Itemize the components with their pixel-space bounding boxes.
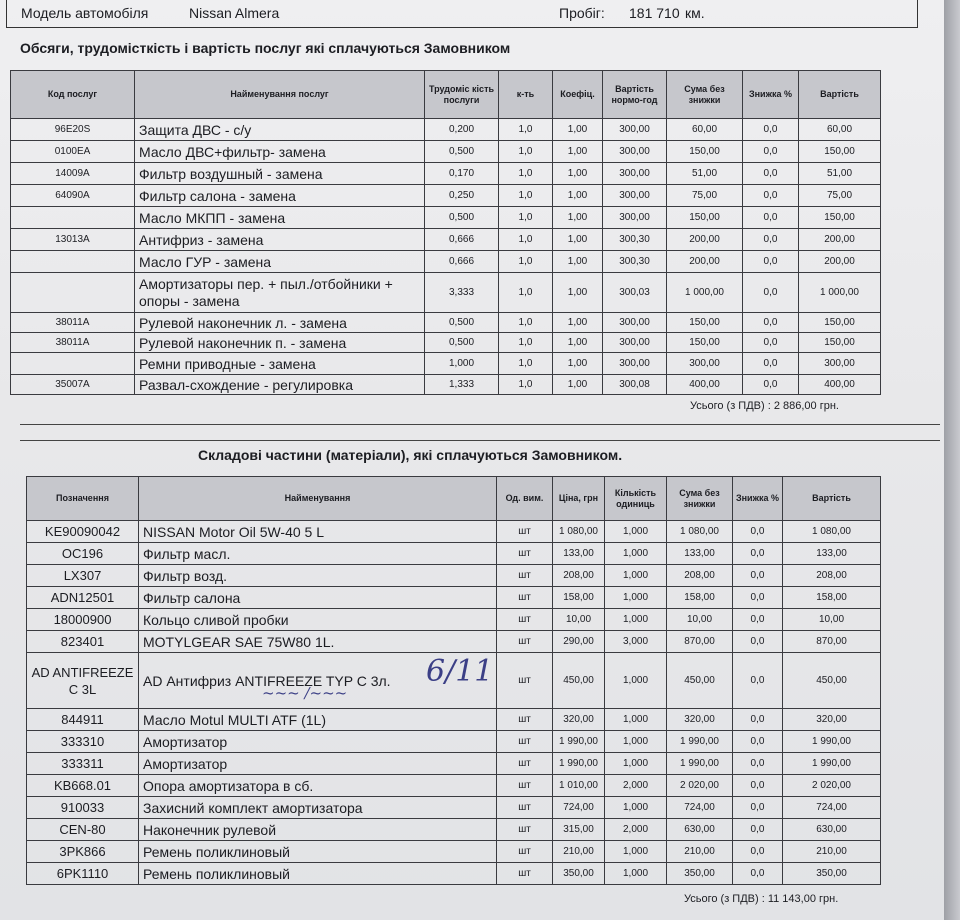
col-header-qty: к-ть xyxy=(499,71,553,119)
service-name-cell: Масло ДВС+фильтр- замена xyxy=(135,141,425,163)
part-value-cell: 1 990,00 xyxy=(667,731,733,753)
service-value-cell: 1,0 xyxy=(499,273,553,313)
part-name-cell: Кольцо сливой пробки xyxy=(139,609,497,631)
service-value-cell: 0,0 xyxy=(743,207,799,229)
part-value-cell: 10,00 xyxy=(783,609,881,631)
part-value-cell: 158,00 xyxy=(783,587,881,609)
col-header-service-name: Найменування послуг xyxy=(135,71,425,119)
service-value-cell: 0,500 xyxy=(425,141,499,163)
part-value-cell: 1,000 xyxy=(605,565,667,587)
service-value-cell: 1,0 xyxy=(499,251,553,273)
part-value-cell: 10,00 xyxy=(553,609,605,631)
col-header-part-number: Позначення xyxy=(27,477,139,521)
service-value-cell: 1,0 xyxy=(499,163,553,185)
service-value-cell: 200,00 xyxy=(667,251,743,273)
service-code-cell: 96E20S xyxy=(11,119,135,141)
services-total: Усього (з ПДВ) : 2 886,00 грн. xyxy=(690,400,839,412)
service-value-cell: 0,250 xyxy=(425,185,499,207)
part-row xyxy=(27,841,881,863)
part-name-cell: Фильтр салона xyxy=(139,587,497,609)
service-value-cell: 150,00 xyxy=(667,141,743,163)
divider-line xyxy=(20,424,940,425)
part-value-cell: 1 990,00 xyxy=(667,753,733,775)
part-value-cell: 0,0 xyxy=(733,587,783,609)
part-value-cell: 210,00 xyxy=(553,841,605,863)
part-name-cell: Фильтр масл. xyxy=(139,543,497,565)
service-value-cell: 0,500 xyxy=(425,333,499,353)
service-value-cell: 300,30 xyxy=(603,251,667,273)
service-value-cell: 75,00 xyxy=(667,185,743,207)
part-value-cell: 1,000 xyxy=(605,609,667,631)
service-name-cell: Рулевой наконечник л. - замена xyxy=(135,313,425,333)
part-value-cell: 0,0 xyxy=(733,863,783,885)
part-code-cell: ADN12501 xyxy=(27,587,139,609)
col-header-quantity: Кількість одиниць xyxy=(605,477,667,521)
service-code-cell: 64090A xyxy=(11,185,135,207)
service-value-cell: 150,00 xyxy=(667,313,743,333)
part-value-cell: 1,000 xyxy=(605,841,667,863)
handwritten-annotation-mark: 6/11 xyxy=(426,654,494,689)
service-value-cell: 1,00 xyxy=(553,353,603,375)
part-value-cell: 0,0 xyxy=(733,521,783,543)
service-value-cell: 300,00 xyxy=(603,333,667,353)
service-value-cell: 400,00 xyxy=(667,375,743,395)
service-name-cell: Фильтр воздушный - замена xyxy=(135,163,425,185)
services-table-body xyxy=(11,119,881,395)
service-code-cell xyxy=(11,273,135,313)
part-value-cell: 208,00 xyxy=(783,565,881,587)
parts-table-body xyxy=(27,521,881,885)
service-row xyxy=(11,163,881,185)
service-value-cell: 300,03 xyxy=(603,273,667,313)
service-value-cell: 300,00 xyxy=(603,185,667,207)
part-value-cell: 0,0 xyxy=(733,609,783,631)
part-value-cell: 1 010,00 xyxy=(553,775,605,797)
part-value-cell: 1 080,00 xyxy=(553,521,605,543)
col-header-labor: Трудоміс кість послуги xyxy=(425,71,499,119)
part-name-cell: Масло Motul MULTI ATF (1L) xyxy=(139,709,497,731)
service-row xyxy=(11,313,881,333)
part-code-cell: LX307 xyxy=(27,565,139,587)
service-code-cell xyxy=(11,353,135,375)
service-value-cell: 1,00 xyxy=(553,207,603,229)
col-header-cost: Вартість xyxy=(783,477,881,521)
part-value-cell: 1,000 xyxy=(605,521,667,543)
part-value-cell: 158,00 xyxy=(667,587,733,609)
vehicle-info-box xyxy=(6,0,918,28)
part-value-cell: 320,00 xyxy=(553,709,605,731)
service-value-cell: 1,333 xyxy=(425,375,499,395)
service-value-cell: 1,0 xyxy=(499,119,553,141)
part-value-cell: шт xyxy=(497,543,553,565)
service-name-cell: Масло ГУР - замена xyxy=(135,251,425,273)
part-value-cell: 133,00 xyxy=(667,543,733,565)
part-value-cell: 133,00 xyxy=(783,543,881,565)
service-value-cell: 1,00 xyxy=(553,251,603,273)
part-value-cell: 320,00 xyxy=(783,709,881,731)
services-table xyxy=(10,70,881,395)
col-header-unit: Од. вим. xyxy=(497,477,553,521)
mileage-unit: км. xyxy=(685,5,705,21)
service-name-cell: Амортизаторы пер. + пыл./отбойники + опоры - замена xyxy=(135,273,425,313)
service-code-cell: 0100EA xyxy=(11,141,135,163)
service-value-cell: 300,08 xyxy=(603,375,667,395)
service-value-cell: 1,0 xyxy=(499,353,553,375)
part-value-cell: шт xyxy=(497,841,553,863)
divider-line xyxy=(20,440,940,441)
col-header-sum: Сума без знижки xyxy=(667,71,743,119)
part-value-cell: 630,00 xyxy=(667,819,733,841)
part-name-cell: Фильтр возд. xyxy=(139,565,497,587)
part-value-cell: 10,00 xyxy=(667,609,733,631)
service-value-cell: 1,0 xyxy=(499,375,553,395)
service-row xyxy=(11,273,881,313)
part-value-cell: 290,00 xyxy=(553,631,605,653)
services-title: Обсяги, трудомісткість і вартість послуг які сплачуються Замовником xyxy=(20,40,511,56)
service-value-cell: 150,00 xyxy=(799,313,881,333)
service-value-cell: 60,00 xyxy=(799,119,881,141)
part-name-cell: AD Антифриз ANTIFREEZE TYP C 3л. xyxy=(139,653,497,709)
part-code-cell: 844911 xyxy=(27,709,139,731)
service-value-cell: 300,00 xyxy=(603,207,667,229)
service-value-cell: 0,0 xyxy=(743,353,799,375)
service-value-cell: 1,00 xyxy=(553,375,603,395)
part-row xyxy=(27,709,881,731)
service-value-cell: 400,00 xyxy=(799,375,881,395)
service-value-cell: 0,0 xyxy=(743,333,799,353)
col-header-hour-rate: Вартість нормо-год xyxy=(603,71,667,119)
service-value-cell: 1,0 xyxy=(499,229,553,251)
service-value-cell: 0,0 xyxy=(743,273,799,313)
part-code-cell: KB668.01 xyxy=(27,775,139,797)
part-value-cell: шт xyxy=(497,521,553,543)
col-header-code: Код послуг xyxy=(11,71,135,119)
service-value-cell: 75,00 xyxy=(799,185,881,207)
part-value-cell: 870,00 xyxy=(667,631,733,653)
service-row xyxy=(11,119,881,141)
part-code-cell: KE90090042 xyxy=(27,521,139,543)
service-value-cell: 0,0 xyxy=(743,163,799,185)
service-row xyxy=(11,353,881,375)
service-name-cell: Ремни приводные - замена xyxy=(135,353,425,375)
part-value-cell: 724,00 xyxy=(783,797,881,819)
service-value-cell: 300,00 xyxy=(603,119,667,141)
part-value-cell: 2,000 xyxy=(605,775,667,797)
col-header-price: Ціна, грн xyxy=(553,477,605,521)
service-value-cell: 0,0 xyxy=(743,141,799,163)
part-code-cell: 333311 xyxy=(27,753,139,775)
service-value-cell: 150,00 xyxy=(799,333,881,353)
part-value-cell: шт xyxy=(497,731,553,753)
part-value-cell: 208,00 xyxy=(553,565,605,587)
part-value-cell: 450,00 xyxy=(553,653,605,709)
part-value-cell: шт xyxy=(497,863,553,885)
service-value-cell: 1 000,00 xyxy=(799,273,881,313)
service-value-cell: 200,00 xyxy=(667,229,743,251)
part-value-cell: 0,0 xyxy=(733,841,783,863)
model-label: Модель автомобіля xyxy=(21,5,149,21)
parts-title: Складові частини (матеріали), які сплачуються Замовником. xyxy=(198,447,623,463)
part-name-cell: Наконечник рулевой xyxy=(139,819,497,841)
service-name-cell: Защита ДВС - с/у xyxy=(135,119,425,141)
service-code-cell: 35007A xyxy=(11,375,135,395)
service-value-cell: 150,00 xyxy=(799,141,881,163)
service-code-cell: 14009A xyxy=(11,163,135,185)
part-row xyxy=(27,863,881,885)
service-value-cell: 150,00 xyxy=(667,207,743,229)
service-value-cell: 300,30 xyxy=(603,229,667,251)
part-value-cell: 0,0 xyxy=(733,709,783,731)
service-value-cell: 1,00 xyxy=(553,333,603,353)
part-value-cell: 1,000 xyxy=(605,653,667,709)
service-code-cell xyxy=(11,207,135,229)
part-value-cell: шт xyxy=(497,819,553,841)
model-value: Nissan Almera xyxy=(189,5,280,21)
col-header-coef: Коефіц. xyxy=(553,71,603,119)
part-value-cell: шт xyxy=(497,775,553,797)
service-code-cell xyxy=(11,251,135,273)
service-value-cell: 60,00 xyxy=(667,119,743,141)
part-value-cell: 350,00 xyxy=(667,863,733,885)
part-name-cell: NISSAN Motor Oil 5W-40 5 L xyxy=(139,521,497,543)
part-value-cell: 724,00 xyxy=(553,797,605,819)
col-header-cost: Вартість xyxy=(799,71,881,119)
part-code-cell: 333310 xyxy=(27,731,139,753)
part-value-cell: 0,0 xyxy=(733,653,783,709)
part-value-cell: шт xyxy=(497,797,553,819)
service-value-cell: 300,00 xyxy=(603,163,667,185)
part-value-cell: 0,0 xyxy=(733,631,783,653)
part-value-cell: 1,000 xyxy=(605,797,667,819)
service-name-cell: Рулевой наконечник п. - замена xyxy=(135,333,425,353)
part-value-cell: 320,00 xyxy=(667,709,733,731)
part-name-cell: Ремень поликлиновый xyxy=(139,841,497,863)
part-value-cell: 1,000 xyxy=(605,587,667,609)
service-value-cell: 1,00 xyxy=(553,313,603,333)
part-value-cell: 1,000 xyxy=(605,543,667,565)
part-code-cell: 6PK1110 xyxy=(27,863,139,885)
part-value-cell: шт xyxy=(497,709,553,731)
service-row xyxy=(11,251,881,273)
service-value-cell: 0,500 xyxy=(425,207,499,229)
part-value-cell: 0,0 xyxy=(733,543,783,565)
service-row xyxy=(11,185,881,207)
service-row xyxy=(11,375,881,395)
service-row xyxy=(11,141,881,163)
part-value-cell: 208,00 xyxy=(667,565,733,587)
service-value-cell: 1,00 xyxy=(553,119,603,141)
part-row xyxy=(27,543,881,565)
service-row xyxy=(11,229,881,251)
parts-total: Усього (з ПДВ) : 11 143,00 грн. xyxy=(684,893,839,905)
service-value-cell: 1,0 xyxy=(499,185,553,207)
part-value-cell: 1,000 xyxy=(605,731,667,753)
part-value-cell: 0,0 xyxy=(733,819,783,841)
part-row xyxy=(27,819,881,841)
service-value-cell: 0,666 xyxy=(425,251,499,273)
part-value-cell: шт xyxy=(497,609,553,631)
part-value-cell: 450,00 xyxy=(667,653,733,709)
service-value-cell: 0,500 xyxy=(425,313,499,333)
col-header-discount: Знижка % xyxy=(733,477,783,521)
part-value-cell: 0,0 xyxy=(733,775,783,797)
part-value-cell: 1 080,00 xyxy=(667,521,733,543)
service-value-cell: 1,00 xyxy=(553,185,603,207)
part-value-cell: 1 990,00 xyxy=(783,731,881,753)
part-value-cell: 2,000 xyxy=(605,819,667,841)
service-value-cell: 200,00 xyxy=(799,229,881,251)
service-row xyxy=(11,333,881,353)
service-value-cell: 0,666 xyxy=(425,229,499,251)
part-row xyxy=(27,797,881,819)
part-code-cell: 823401 xyxy=(27,631,139,653)
part-row xyxy=(27,565,881,587)
page-edge-shadow xyxy=(944,0,960,920)
part-value-cell: 0,0 xyxy=(733,731,783,753)
part-value-cell: 2 020,00 xyxy=(783,775,881,797)
part-name-cell: Амортизатор xyxy=(139,731,497,753)
service-value-cell: 51,00 xyxy=(799,163,881,185)
services-header-row xyxy=(11,71,881,119)
part-code-cell: OC196 xyxy=(27,543,139,565)
service-value-cell: 300,00 xyxy=(603,353,667,375)
service-value-cell: 300,00 xyxy=(667,353,743,375)
service-value-cell: 1,0 xyxy=(499,141,553,163)
part-name-cell: Амортизатор xyxy=(139,753,497,775)
part-value-cell: 1 990,00 xyxy=(783,753,881,775)
service-name-cell: Развал-схождение - регулировка xyxy=(135,375,425,395)
service-value-cell: 0,0 xyxy=(743,185,799,207)
part-value-cell: 1,000 xyxy=(605,863,667,885)
part-value-cell: 1 990,00 xyxy=(553,731,605,753)
part-row xyxy=(27,631,881,653)
service-value-cell: 150,00 xyxy=(667,333,743,353)
service-value-cell: 1,0 xyxy=(499,333,553,353)
service-name-cell: Масло МКПП - замена xyxy=(135,207,425,229)
part-row xyxy=(27,753,881,775)
service-row xyxy=(11,207,881,229)
service-value-cell: 3,333 xyxy=(425,273,499,313)
service-value-cell: 1,000 xyxy=(425,353,499,375)
part-code-cell: 3PK866 xyxy=(27,841,139,863)
part-row xyxy=(27,775,881,797)
service-value-cell: 0,200 xyxy=(425,119,499,141)
service-value-cell: 0,0 xyxy=(743,229,799,251)
service-value-cell: 0,0 xyxy=(743,251,799,273)
part-value-cell: 0,0 xyxy=(733,565,783,587)
part-value-cell: 350,00 xyxy=(783,863,881,885)
mileage-value: 181 710 xyxy=(629,5,680,21)
part-value-cell: шт xyxy=(497,565,553,587)
col-header-discount: Знижка % xyxy=(743,71,799,119)
part-value-cell: 630,00 xyxy=(783,819,881,841)
service-value-cell: 1,00 xyxy=(553,141,603,163)
part-value-cell: 1,000 xyxy=(605,709,667,731)
part-value-cell: 1,000 xyxy=(605,753,667,775)
part-value-cell: 1 990,00 xyxy=(553,753,605,775)
service-value-cell: 300,00 xyxy=(603,313,667,333)
handwritten-scribble: ~~~ /~~~ xyxy=(262,684,348,702)
service-value-cell: 1,0 xyxy=(499,207,553,229)
part-code-cell: 18000900 xyxy=(27,609,139,631)
service-value-cell: 1,00 xyxy=(553,163,603,185)
part-name-cell: Захисний комплект амортизатора xyxy=(139,797,497,819)
col-header-part-name: Найменування xyxy=(139,477,497,521)
service-value-cell: 1,00 xyxy=(553,229,603,251)
part-value-cell: 210,00 xyxy=(783,841,881,863)
part-value-cell: 2 020,00 xyxy=(667,775,733,797)
service-value-cell: 0,170 xyxy=(425,163,499,185)
part-row xyxy=(27,609,881,631)
service-value-cell: 51,00 xyxy=(667,163,743,185)
part-value-cell: 1 080,00 xyxy=(783,521,881,543)
mileage-label: Пробіг: xyxy=(559,5,605,21)
part-value-cell: шт xyxy=(497,753,553,775)
part-name-cell: MOTYLGEAR SAE 75W80 1L. xyxy=(139,631,497,653)
service-code-cell: 13013A xyxy=(11,229,135,251)
service-value-cell: 0,0 xyxy=(743,375,799,395)
service-value-cell: 1,0 xyxy=(499,313,553,333)
service-value-cell: 300,00 xyxy=(799,353,881,375)
service-code-cell: 38011A xyxy=(11,313,135,333)
parts-header-row xyxy=(27,477,881,521)
part-value-cell: 0,0 xyxy=(733,753,783,775)
part-row xyxy=(27,521,881,543)
part-name-cell: Ремень поликлиновый xyxy=(139,863,497,885)
part-value-cell: 450,00 xyxy=(783,653,881,709)
part-value-cell: 0,0 xyxy=(733,797,783,819)
part-value-cell: 724,00 xyxy=(667,797,733,819)
part-value-cell: 3,000 xyxy=(605,631,667,653)
part-code-cell: 910033 xyxy=(27,797,139,819)
service-name-cell: Фильтр салона - замена xyxy=(135,185,425,207)
col-header-sum: Сума без знижки xyxy=(667,477,733,521)
service-value-cell: 1 000,00 xyxy=(667,273,743,313)
part-value-cell: шт xyxy=(497,631,553,653)
part-value-cell: 350,00 xyxy=(553,863,605,885)
part-row xyxy=(27,587,881,609)
service-value-cell: 0,0 xyxy=(743,119,799,141)
service-code-cell: 38011A xyxy=(11,333,135,353)
service-value-cell: 200,00 xyxy=(799,251,881,273)
part-row xyxy=(27,731,881,753)
part-name-cell: Опора амортизатора в сб. xyxy=(139,775,497,797)
part-value-cell: шт xyxy=(497,587,553,609)
service-value-cell: 0,0 xyxy=(743,313,799,333)
part-value-cell: 158,00 xyxy=(553,587,605,609)
service-value-cell: 1,00 xyxy=(553,273,603,313)
part-value-cell: 210,00 xyxy=(667,841,733,863)
service-value-cell: 150,00 xyxy=(799,207,881,229)
service-value-cell: 300,00 xyxy=(603,141,667,163)
part-value-cell: 133,00 xyxy=(553,543,605,565)
part-code-cell: CEN-80 xyxy=(27,819,139,841)
service-name-cell: Антифриз - замена xyxy=(135,229,425,251)
part-value-cell: 315,00 xyxy=(553,819,605,841)
part-value-cell: шт xyxy=(497,653,553,709)
part-value-cell: 870,00 xyxy=(783,631,881,653)
part-code-cell: AD ANTIFREEZE C 3L xyxy=(27,653,139,709)
